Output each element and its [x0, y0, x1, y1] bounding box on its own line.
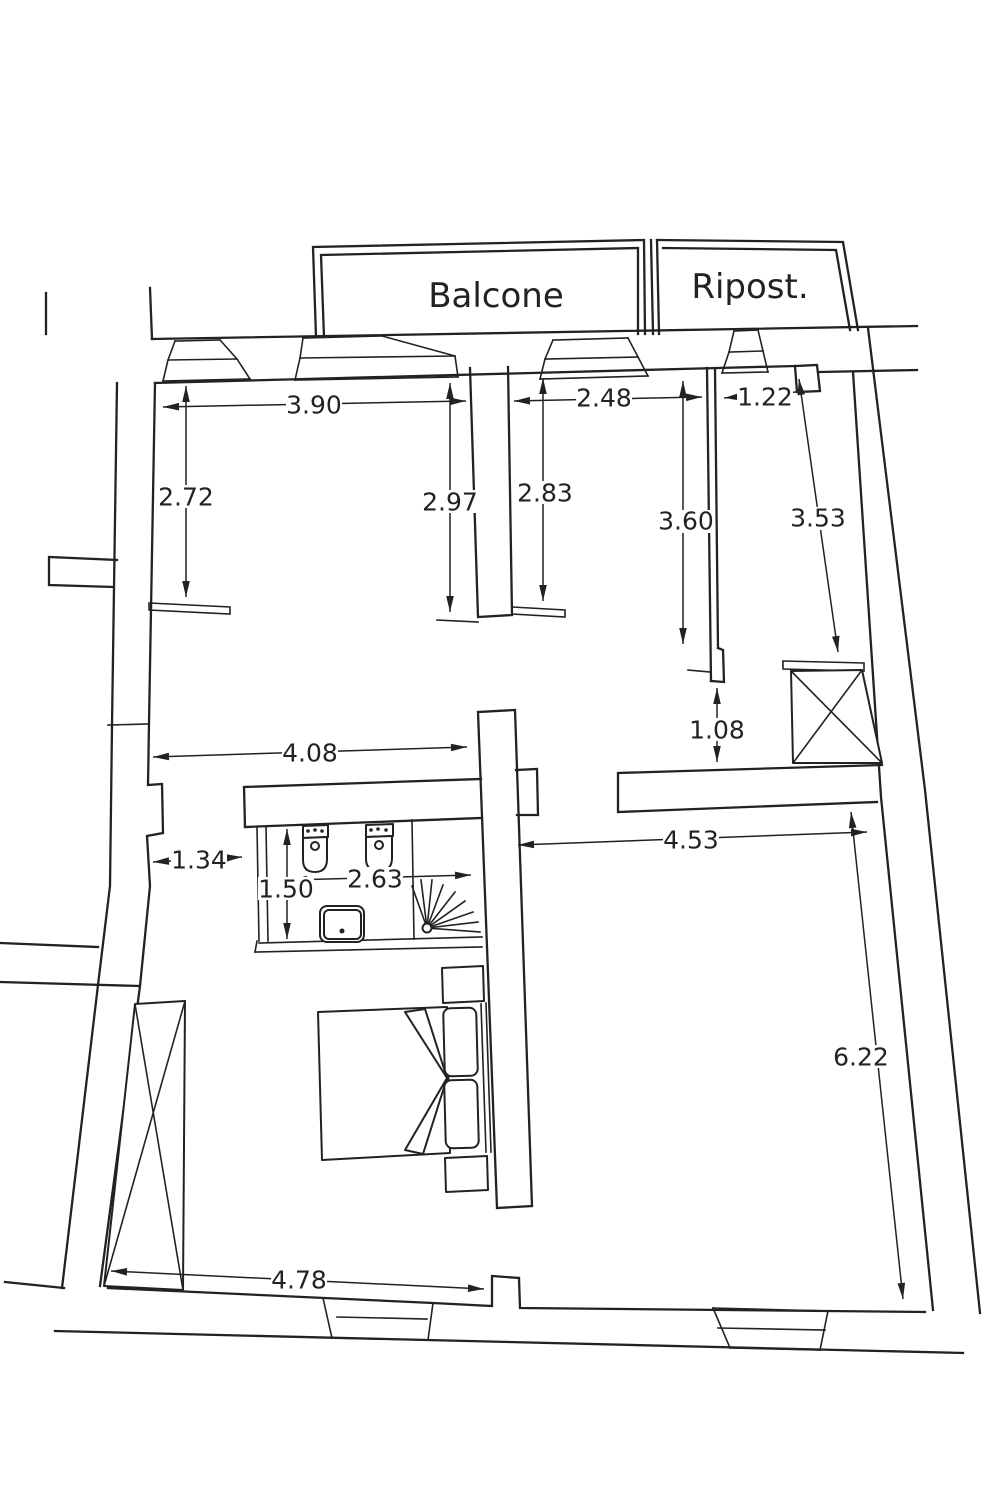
svg-text:1.50: 1.50: [258, 874, 314, 904]
wall-partition-right: [715, 368, 718, 648]
dimension-labels: [158, 383, 889, 1295]
shower-hinge: [423, 924, 432, 933]
wall-corridor-lower: [0, 982, 139, 986]
shaft-box: [783, 661, 882, 763]
dim-label-1-22: [737, 383, 793, 412]
window-symbol-6: [713, 1308, 828, 1350]
wall-top-right-pier: [795, 365, 820, 392]
bed-pillow-2: [444, 1080, 479, 1149]
dim-label-6-22: [833, 1043, 889, 1072]
threshold-room1: [149, 603, 230, 614]
dim-label-4-08: [282, 739, 338, 768]
dim-label-3-90: [286, 391, 342, 420]
dim-label-3-53: [790, 504, 846, 533]
wall-balcony-divider-1: [651, 240, 653, 334]
bed-headboard-a: [481, 1004, 486, 1152]
room-label-balcone: Balcone: [428, 276, 564, 316]
dim-label-1-50: [258, 875, 314, 904]
dim-label-2-48: [576, 384, 632, 413]
bed: [318, 966, 491, 1192]
svg-text:4.78: 4.78: [271, 1265, 327, 1295]
wardrobe: [104, 1001, 185, 1290]
wall-right-inner: [853, 372, 933, 1310]
wall-bath-top-inner: [245, 818, 481, 827]
svg-text:2.97: 2.97: [422, 487, 478, 517]
wall-top-left-cap: [150, 288, 152, 339]
svg-text:3.60: 3.60: [658, 506, 714, 536]
dim-label-2-83: [517, 479, 573, 508]
wall-west-junction-tick: [108, 724, 148, 725]
svg-text:1.22: 1.22: [737, 382, 793, 412]
wall-bottom-outer: [55, 1331, 963, 1353]
dim-label-2-97: [422, 488, 478, 517]
nightstand-bottom: [445, 1156, 488, 1192]
wall-mid-right: [618, 765, 882, 812]
dim-label-2-63: [347, 865, 403, 894]
svg-text:2.72: 2.72: [158, 482, 214, 512]
threshold-room2-left: [437, 620, 478, 622]
wall-partition-foot: [711, 648, 724, 682]
svg-text:2.83: 2.83: [517, 478, 573, 508]
wall-west-stub: [49, 557, 117, 587]
wall-shower-partition: [412, 820, 414, 939]
threshold-room2: [512, 607, 565, 617]
svg-text:3.53: 3.53: [790, 503, 846, 533]
shower-door-fan: [412, 880, 480, 933]
nightstand-top: [442, 966, 484, 1003]
bidet: [303, 825, 328, 872]
dim-label-4-78: [271, 1266, 327, 1295]
svg-text:2.48: 2.48: [576, 383, 632, 413]
wall-bath-bottom-b: [255, 947, 482, 952]
bed-pillow-1: [443, 1008, 478, 1077]
dim-label-1-34: [171, 846, 227, 875]
wall-west-outer: [62, 383, 117, 1288]
svg-text:3.90: 3.90: [286, 390, 342, 420]
room-label-ripost: Ripost.: [691, 267, 809, 307]
sink: [320, 906, 364, 942]
svg-text:2.63: 2.63: [347, 864, 403, 894]
wall-top-inner-right: [820, 370, 917, 372]
wall-bath-bottom-cap: [255, 941, 257, 952]
wall-corridor-upper: [0, 943, 98, 947]
wall-bottom-inner: [108, 1276, 925, 1312]
dim-label-4-53: [663, 826, 719, 855]
dim-label-2-72: [158, 483, 214, 512]
wall-top-outer: [152, 326, 917, 339]
svg-text:1.08: 1.08: [689, 715, 745, 745]
svg-text:6.22: 6.22: [833, 1042, 889, 1072]
window-symbol-2: [295, 336, 458, 380]
wall-right-outer: [868, 328, 980, 1313]
wall-bath-bottom-a: [259, 937, 482, 943]
room-labels: [428, 267, 808, 316]
window-symbol-5: [323, 1298, 433, 1340]
dim-label-3-60: [658, 507, 714, 536]
threshold-room3: [688, 670, 710, 672]
dim-label-1-08: [689, 716, 745, 745]
wall-west-bottom-cap: [5, 1282, 64, 1288]
svg-text:4.53: 4.53: [663, 825, 719, 855]
svg-text:4.08: 4.08: [282, 738, 338, 768]
wall-storage-divider-2: [657, 240, 659, 334]
window-symbol-1: [163, 340, 250, 381]
dimension-lines: [111, 378, 903, 1299]
svg-text:1.34: 1.34: [171, 845, 227, 875]
wall-top-inner: [155, 366, 795, 383]
